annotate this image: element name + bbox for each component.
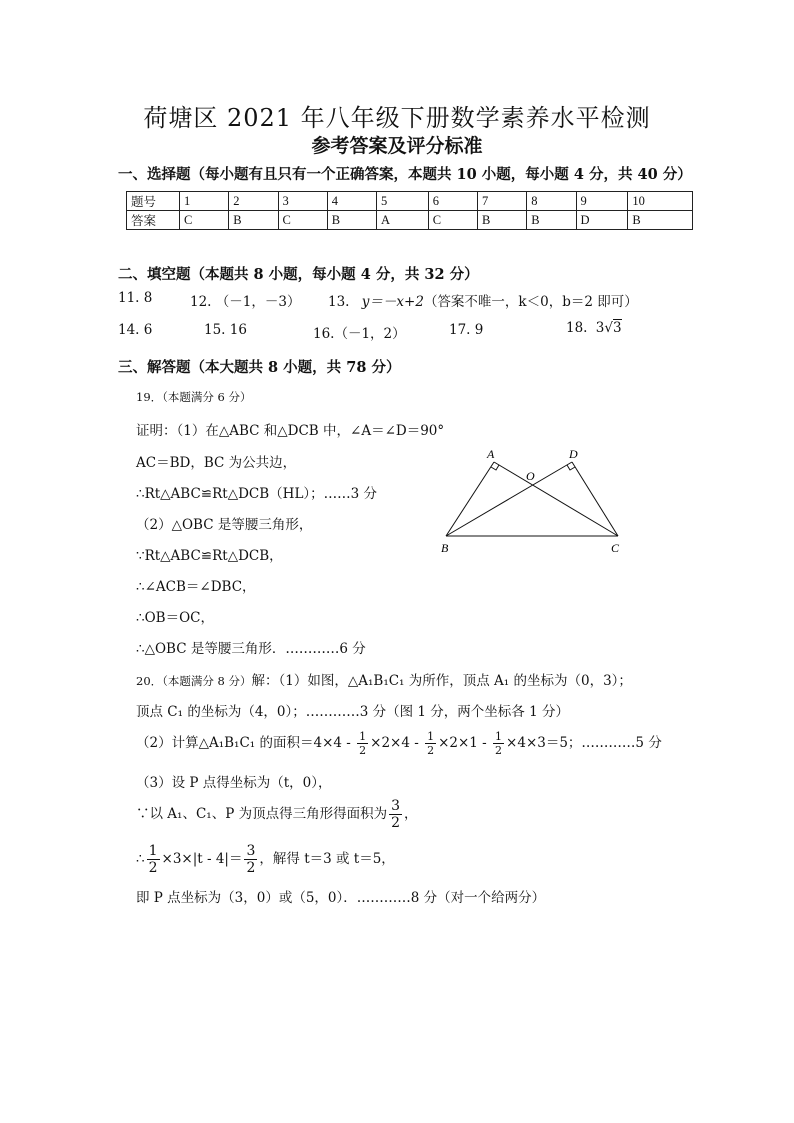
answer-13-note: （答案不唯一，k＜0，b＝2 即可） [423, 294, 638, 310]
q20-line-2: 顶点 C₁ 的坐标为（4，0）；…………3 分（图 1 分，两个坐标各 1 分） [136, 704, 569, 720]
label-d: D [569, 447, 578, 461]
triangle-figure [438, 444, 638, 558]
section1-heading: 一、选择题（每小题有且只有一个正确答案，本题共 10 小题，每小题 4 分，共 40 分） [118, 166, 692, 183]
label-c: C [611, 541, 620, 555]
table-cell: 8 [527, 192, 576, 211]
answer-13-equation: y＝－x+2 [361, 294, 424, 310]
table-cell: C [278, 211, 327, 230]
table-cell: 6 [428, 192, 477, 211]
fraction-denominator: 2 [427, 744, 435, 757]
q19-line: ∴OB＝OC， [136, 610, 214, 626]
table-cell: 4 [327, 192, 376, 211]
table-cell: B [229, 211, 278, 230]
section2-heading: 二、填空题（本题共 8 小题，每小题 4 分，共 32 分） [118, 266, 479, 283]
label-a: A [487, 447, 495, 461]
fraction-numerator: 3 [246, 843, 256, 859]
table-cell: C [180, 211, 229, 230]
fraction-one-half [147, 844, 160, 875]
fraction-denominator: 2 [391, 815, 400, 831]
table-row-header: 答案 [127, 211, 180, 230]
table-cell: 2 [229, 192, 278, 211]
fraction-numerator: 1 [495, 730, 503, 743]
answer-18-coefficient: 3 [595, 320, 605, 336]
q20-line-3-term: ×4×3＝5；…………5 分 [506, 735, 662, 751]
segment-dc [572, 462, 618, 536]
q20-line-1 [136, 669, 632, 689]
q20-label: 20．（本题满分 8 分） [136, 674, 252, 688]
fraction-one-half [425, 731, 436, 756]
table-row [127, 211, 693, 230]
fraction-denominator: 2 [359, 744, 367, 757]
table-cell: 1 [180, 192, 229, 211]
segment-ba [446, 462, 494, 536]
answer-13-number: 13. [328, 294, 350, 310]
fraction-one-half [357, 731, 368, 756]
q20-line-7: 即 P 点坐标为（3，0）或（5，0）．…………8 分（对一个给两分） [136, 890, 546, 906]
q19-line: ∴∠ACB＝∠DBC， [136, 579, 256, 595]
q20-line-3-term: ×2×1 - [438, 735, 487, 751]
right-angle-a-icon [491, 465, 499, 470]
segment-bd [446, 462, 572, 536]
fraction-numerator: 1 [148, 843, 158, 859]
q20-line-6 [136, 844, 395, 875]
answer-12: 12. （－1，－3） [190, 294, 301, 310]
answer-11: 11. 8 [118, 290, 153, 306]
fraction-denominator: 2 [246, 860, 256, 876]
q20-text: 解：（1）如图，△A₁B₁C₁ 为所作，顶点 A₁ 的坐标为（0，3）； [251, 673, 632, 689]
answer-18-number: 18. [566, 320, 588, 336]
fraction-denominator: 2 [495, 744, 503, 757]
label-o: O [526, 469, 535, 483]
page-title: 荷塘区 2021 年八年级下册数学素养水平检测 [143, 104, 651, 132]
q20-line-5-prefix: ∵以 A₁、C₁、P 为顶点得三角形得面积为 [136, 806, 388, 822]
table-row-header: 题号 [127, 192, 180, 211]
answer-14: 14. 6 [118, 322, 153, 338]
q19-label: 19．（本题满分 6 分） [136, 390, 252, 404]
label-b: B [441, 541, 449, 555]
answer-18 [566, 320, 622, 336]
q19-line: （2）△OBC 是等腰三角形， [136, 517, 313, 533]
fraction-one-half [493, 731, 504, 756]
q20-line-3-term: ×2×4 - [370, 735, 419, 751]
answer-18-radicand: 3 [612, 320, 622, 336]
q20-line-6-mid: ×3×|t - 4|＝ [161, 851, 243, 867]
q19-line: ∴△OBC 是等腰三角形．…………6 分 [136, 641, 366, 657]
table-cell: 10 [628, 192, 693, 211]
q20-line-3-prefix: （2）计算△A₁B₁C₁ 的面积＝4×4 - [136, 735, 351, 751]
table-cell: 7 [478, 192, 527, 211]
q20-line-4: （3）设 P 点得坐标为（t，0）， [136, 775, 332, 791]
answer-16: 16.（－1，2） [313, 326, 406, 342]
q19-line: ∵Rt△ABC≌Rt△DCB， [136, 548, 283, 564]
table-cell: 5 [377, 192, 429, 211]
q19-line: 证明：（1）在△ABC 和△DCB 中，∠A＝∠D＝90° [136, 423, 445, 439]
answer-13 [328, 290, 638, 310]
table-row [127, 192, 693, 211]
q20-line-3 [136, 731, 662, 756]
table-cell: B [628, 211, 693, 230]
segment-ac [494, 462, 618, 536]
table-cell: C [428, 211, 477, 230]
q20-line-6-suffix: ，解得 t＝3 或 t＝5， [259, 851, 395, 867]
table-cell: B [327, 211, 376, 230]
table-cell: B [478, 211, 527, 230]
fraction-numerator: 3 [391, 798, 400, 814]
q19-line: ∴Rt△ABC≌Rt△DCB（HL）；……3 分 [136, 486, 378, 502]
section3-heading: 三、解答题（本大题共 8 小题，共 78 分） [118, 359, 401, 376]
fraction-denominator: 2 [148, 860, 158, 876]
table-cell: 9 [576, 192, 628, 211]
table-cell: A [377, 211, 429, 230]
q20-line-5-suffix: ， [404, 806, 418, 822]
q20-line-6-prefix: ∴ [136, 851, 145, 867]
fraction-three-halves [244, 844, 257, 875]
table-cell: D [576, 211, 628, 230]
table-cell: B [527, 211, 576, 230]
sqrt-icon: √ [604, 320, 613, 336]
fraction-numerator: 1 [427, 730, 435, 743]
page-subtitle: 参考答案及评分标准 [311, 135, 483, 157]
q19-line: AC＝BD，BC 为公共边， [136, 455, 297, 471]
answer-15: 15. 16 [204, 322, 247, 338]
answer-17: 17. 9 [449, 322, 484, 338]
fraction-numerator: 1 [359, 730, 367, 743]
q20-line-5 [136, 799, 418, 830]
table-cell: 3 [278, 192, 327, 211]
fraction-three-halves [389, 799, 402, 830]
answer-table [126, 191, 693, 230]
